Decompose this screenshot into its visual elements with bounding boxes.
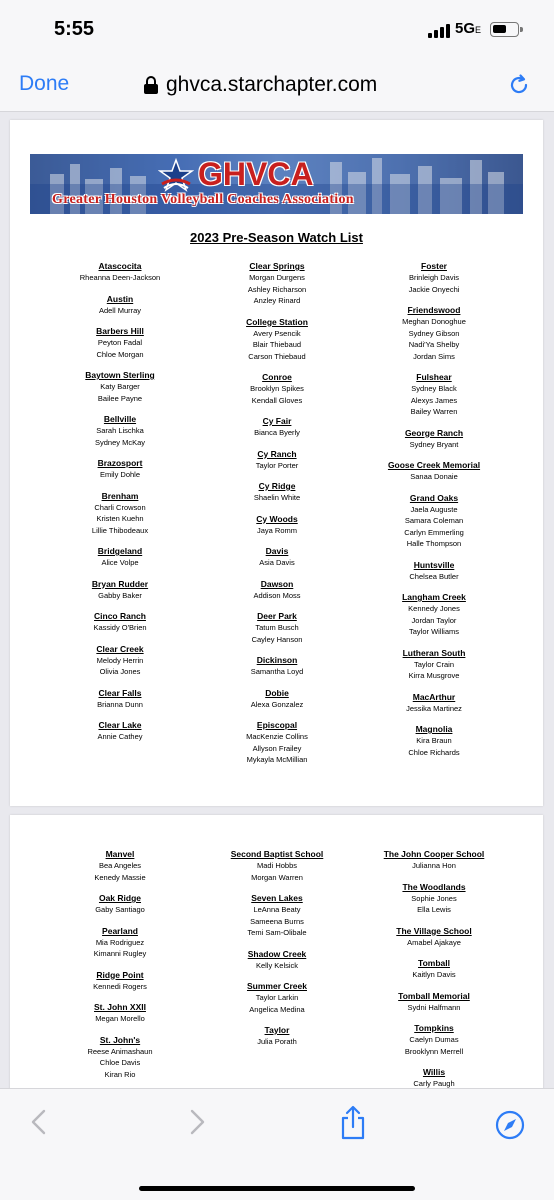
player-name: Allyson Frailey: [252, 743, 302, 753]
player-name: Brianna Dunn: [97, 699, 143, 709]
forward-arrow-icon[interactable]: [186, 1107, 208, 1137]
school-entry: [192, 719, 362, 766]
school-name: Langham Creek: [402, 592, 466, 602]
player-name: Caelyn Dumas: [409, 1035, 459, 1044]
school-name: Brenham: [101, 490, 139, 501]
school-name: Deer Park: [257, 611, 297, 621]
school-name: Dawson: [260, 578, 294, 589]
player-name: Katy Barger: [100, 382, 140, 391]
school-name: Cy Ranch: [257, 448, 297, 459]
player-name: Rheanna Deen-Jackson: [79, 273, 161, 282]
school-name: Baytown Sterling: [85, 370, 155, 380]
school-name: Dickinson: [256, 655, 298, 665]
banner-subtitle: Greater Houston Volleyball Coaches Association: [52, 192, 354, 207]
school-entry: [349, 990, 519, 1014]
player-name: Olivia Jones: [99, 667, 141, 676]
player-name: Ashley Richarson: [247, 284, 307, 294]
school-entry: [192, 892, 362, 939]
player-name: Carson Thiebaud: [248, 351, 306, 361]
player-name: Alexys James: [410, 395, 458, 405]
column-1: [35, 848, 205, 1088]
school-name: College Station: [246, 316, 308, 327]
school-entry: [349, 881, 519, 916]
school-entry: [192, 1024, 362, 1048]
signal-icon: [428, 24, 452, 38]
school-name: Barbers Hill: [96, 326, 144, 336]
school-entry: [349, 647, 519, 682]
school-entry: [349, 492, 519, 550]
school-entry: [35, 687, 205, 711]
player-name: Annie Cathey: [97, 732, 143, 741]
school-name: Grand Oaks: [409, 492, 459, 503]
school-entry: [192, 415, 362, 439]
player-name: MacKenzie Collins: [246, 732, 308, 741]
school-entry: [349, 459, 519, 483]
player-name: Kennedy Jones: [408, 604, 460, 613]
player-name: Taylor Williams: [408, 627, 459, 636]
player-name: Megan Morello: [95, 1014, 145, 1023]
browser-bottom-toolbar: [0, 1088, 554, 1200]
player-name: Peyton Fadal: [97, 338, 143, 347]
school-name: Episcopal: [256, 720, 298, 730]
share-icon[interactable]: [338, 1105, 368, 1141]
school-name: Friendswood: [407, 305, 461, 315]
school-entry: [35, 325, 205, 360]
school-name: Clear Falls: [98, 687, 142, 698]
player-name: Chloe Davis: [99, 1058, 141, 1067]
school-entry: [35, 260, 205, 284]
player-name: Taylor Porter: [255, 460, 299, 470]
star-logo-icon: [158, 158, 194, 194]
school-name: Willis: [422, 1067, 446, 1077]
player-name: Anzley Rinard: [253, 296, 301, 305]
school-entry: [349, 925, 519, 949]
school-entry: [349, 559, 519, 583]
school-name: St. John's: [99, 1034, 141, 1045]
network-indicator: 5GE: [455, 20, 482, 37]
column-3: [349, 260, 519, 767]
school-entry: [349, 691, 519, 715]
school-entry: [192, 513, 362, 537]
player-name: Kenedy Massie: [94, 872, 146, 882]
player-name: Kimanni Rugley: [93, 949, 147, 958]
player-name: Kristen Kuehn: [96, 514, 144, 523]
player-name: Taylor Crain: [413, 659, 454, 669]
school-name: Second Baptist School: [230, 849, 324, 859]
player-name: Sydney Bryant: [409, 439, 459, 449]
school-entry: [192, 948, 362, 972]
player-name: Sydney Gibson: [408, 328, 460, 338]
school-name: MacArthur: [412, 691, 456, 702]
player-name: Jackie Onyechi: [408, 284, 460, 294]
player-name: Bea Angeles: [98, 861, 142, 870]
school-name: Fulshear: [416, 372, 452, 382]
school-name: Bellville: [103, 414, 137, 424]
home-indicator: [139, 1186, 415, 1191]
player-name: Jordan Taylor: [411, 615, 457, 625]
player-name: Kirra Musgrove: [408, 671, 460, 680]
school-name: Bridgeland: [97, 546, 143, 556]
battery-icon: [490, 22, 519, 37]
watch-list-title: 2023 Pre-Season Watch List: [190, 230, 363, 245]
player-name: Gaby Santiago: [95, 905, 145, 914]
banner-title: GHVCA: [198, 156, 314, 192]
school-entry: [192, 448, 362, 472]
player-name: Morgan Warren: [251, 872, 303, 882]
school-entry: [192, 578, 362, 602]
player-name: LeAnna Beaty: [253, 905, 301, 914]
player-name: Kassidy O'Brien: [93, 623, 147, 632]
school-entry: [35, 969, 205, 993]
school-name: Atascocita: [98, 261, 142, 271]
school-name: Lutheran South: [402, 647, 466, 658]
school-entry: [349, 723, 519, 758]
school-name: Goose Creek Memorial: [387, 460, 481, 470]
school-name: The John Cooper School: [383, 849, 485, 859]
player-name: Jordan Sims: [413, 351, 455, 361]
school-name: Manvel: [105, 849, 135, 859]
player-name: Amabel Ajakaye: [407, 937, 461, 947]
player-name: Reese Animashaun: [87, 1046, 153, 1056]
web-page[interactable]: [0, 112, 554, 1088]
done-button[interactable]: Done: [19, 72, 70, 95]
school-name: George Ranch: [404, 427, 464, 438]
column-2: [192, 848, 362, 1057]
player-name: Alexa Gonzalez: [250, 699, 304, 709]
player-name: Alice Volpe: [101, 558, 139, 567]
status-bar: [0, 0, 554, 60]
school-name: Magnolia: [415, 724, 453, 734]
school-name: Dobie: [265, 687, 289, 698]
school-name: Tompkins: [414, 1023, 454, 1033]
ghvca-banner: [30, 154, 523, 214]
school-name: Cy Woods: [256, 513, 298, 524]
school-entry: [35, 925, 205, 960]
player-name: Carlyn Emmerling: [404, 527, 464, 537]
school-entry: [35, 293, 205, 317]
school-entry: [349, 1022, 519, 1057]
player-name: Morgan Durgens: [249, 273, 305, 282]
school-name: Huntsville: [413, 559, 455, 570]
back-arrow-icon[interactable]: [28, 1107, 50, 1137]
school-entry: [349, 260, 519, 295]
player-name: Brinleigh Davis: [408, 273, 460, 282]
player-name: Chloe Morgan: [96, 349, 144, 359]
school-entry: [192, 654, 362, 678]
school-entry: [349, 848, 519, 872]
school-name: Davis: [265, 546, 289, 556]
player-name: Sydni Halfmann: [407, 1002, 461, 1012]
school-name: Summer Creek: [246, 981, 307, 991]
school-name: Clear Lake: [98, 720, 142, 730]
player-name: Brooklyn Spikes: [250, 384, 304, 393]
player-name: Addison Moss: [253, 590, 301, 600]
school-entry: [35, 490, 205, 537]
school-entry: [35, 1034, 205, 1081]
school-name: Austin: [106, 293, 134, 304]
school-entry: [35, 1001, 205, 1025]
player-name: Gabby Baker: [98, 590, 142, 600]
player-name: Sameena Burns: [250, 916, 304, 926]
school-name: Cy Fair: [262, 416, 292, 426]
player-name: Sydney McKay: [94, 437, 146, 447]
player-name: Cayley Hanson: [251, 634, 303, 644]
school-entry: [35, 719, 205, 743]
player-name: Avery Psencik: [253, 328, 301, 338]
school-entry: [35, 643, 205, 678]
player-name: Sophie Jones: [411, 893, 457, 903]
url-text: ghvca.starchapter.com: [166, 73, 378, 96]
school-entry: [192, 545, 362, 569]
school-name: Clear Creek: [96, 643, 144, 654]
player-name: Lillie Thibodeaux: [91, 525, 149, 535]
reload-icon[interactable]: [506, 72, 532, 98]
school-entry: [349, 957, 519, 981]
player-name: Brooklynn Merrell: [404, 1046, 464, 1056]
player-name: Nadi'Ya Shelby: [408, 340, 460, 349]
school-name: Foster: [421, 261, 447, 271]
school-entry: [349, 304, 519, 362]
player-name: Jaela Auguste: [410, 504, 458, 514]
school-name: Shadow Creek: [247, 948, 307, 959]
player-name: Chelsea Butler: [409, 571, 459, 581]
school-entry: [349, 371, 519, 418]
player-name: Bailey Warren: [410, 407, 458, 416]
school-name: The Woodlands: [402, 881, 466, 892]
player-name: Halle Thompson: [406, 539, 462, 548]
player-name: Samantha Loyd: [250, 667, 304, 676]
school-entry: [192, 980, 362, 1015]
school-name: Pearland: [102, 925, 138, 936]
player-name: Sydney Black: [411, 384, 457, 393]
player-name: Mia Rodriguez: [95, 937, 145, 947]
school-entry: [35, 457, 205, 481]
school-entry: [192, 687, 362, 711]
player-name: Taylor Larkin: [255, 993, 299, 1002]
player-name: Sarah Lischka: [96, 426, 144, 435]
player-name: Sanaa Donaie: [410, 472, 458, 481]
player-name: Bianca Byerly: [254, 428, 300, 437]
school-entry: [35, 413, 205, 448]
player-name: Bailee Payne: [97, 393, 143, 403]
player-name: Shaelin White: [253, 493, 301, 502]
school-entry: [35, 369, 205, 404]
school-entry: [192, 260, 362, 307]
school-name: Tomball Memorial: [398, 990, 470, 1001]
document-page-2: [10, 815, 543, 1088]
school-name: Tomball: [418, 958, 450, 968]
school-name: Cy Ridge: [258, 481, 296, 491]
school-name: Brazosport: [97, 458, 143, 468]
browser-top-bar: [0, 60, 554, 112]
school-entry: [349, 591, 519, 638]
school-name: Oak Ridge: [98, 893, 142, 903]
school-entry: [192, 480, 362, 504]
school-name: St. John XXII: [94, 1002, 146, 1012]
school-entry: [349, 1066, 519, 1088]
school-name: The Village School: [396, 925, 472, 936]
school-entry: [349, 427, 519, 451]
player-name: Temi Sam-Olibale: [247, 928, 307, 937]
player-name: Kira Braun: [416, 736, 452, 745]
player-name: Ella Lewis: [417, 905, 451, 914]
school-entry: [192, 848, 362, 883]
player-name: Meghan Donoghue: [402, 317, 466, 326]
school-name: Clear Springs: [249, 261, 305, 271]
school-name: Bryan Rudder: [91, 578, 149, 589]
player-name: Kennedi Rogers: [93, 981, 147, 991]
player-name: Charli Crowson: [94, 502, 146, 512]
school-entry: [35, 545, 205, 569]
player-name: Julia Porath: [257, 1037, 297, 1046]
player-name: Asia Davis: [259, 558, 295, 567]
player-name: Kaitlyn Davis: [412, 970, 456, 979]
compass-icon[interactable]: [494, 1109, 526, 1141]
school-name: Ridge Point: [96, 969, 144, 980]
player-name: Madi Hobbs: [256, 861, 298, 870]
player-name: Emily Dohle: [99, 470, 140, 479]
school-name: Conroe: [262, 372, 292, 382]
status-time: 5:55: [54, 18, 95, 40]
player-name: Kendall Gloves: [251, 395, 303, 405]
player-name: Kelly Kelsick: [255, 960, 299, 970]
player-name: Mykayla McMillian: [246, 755, 308, 764]
player-name: Kiran Rio: [104, 1069, 136, 1079]
column-2: [192, 260, 362, 775]
player-name: Melody Herrin: [96, 655, 144, 665]
player-name: Tatum Busch: [255, 623, 299, 632]
player-name: Julianna Hon: [412, 861, 456, 870]
player-name: Blair Thiebaud: [252, 340, 302, 349]
player-name: Jessika Martinez: [406, 703, 462, 713]
player-name: Adell Murray: [98, 305, 142, 315]
player-name: Jaya Romm: [256, 525, 297, 535]
player-name: Angelica Medina: [249, 1004, 305, 1014]
lock-icon: [144, 76, 158, 94]
school-entry: [192, 610, 362, 645]
player-name: Carly Paugh: [413, 1079, 455, 1088]
school-name: Seven Lakes: [251, 893, 303, 903]
address-bar[interactable]: [144, 72, 377, 98]
school-entry: [35, 610, 205, 634]
column-3: [349, 848, 519, 1088]
school-entry: [192, 316, 362, 363]
school-entry: [35, 892, 205, 916]
school-entry: [35, 578, 205, 602]
school-entry: [192, 371, 362, 406]
player-name: Samara Coleman: [404, 516, 464, 525]
document-page-1: [10, 120, 543, 806]
player-name: Chloe Richards: [408, 747, 460, 757]
school-name: Cinco Ranch: [94, 611, 146, 621]
school-entry: [35, 848, 205, 883]
school-name: Taylor: [264, 1025, 290, 1035]
column-1: [35, 260, 205, 752]
